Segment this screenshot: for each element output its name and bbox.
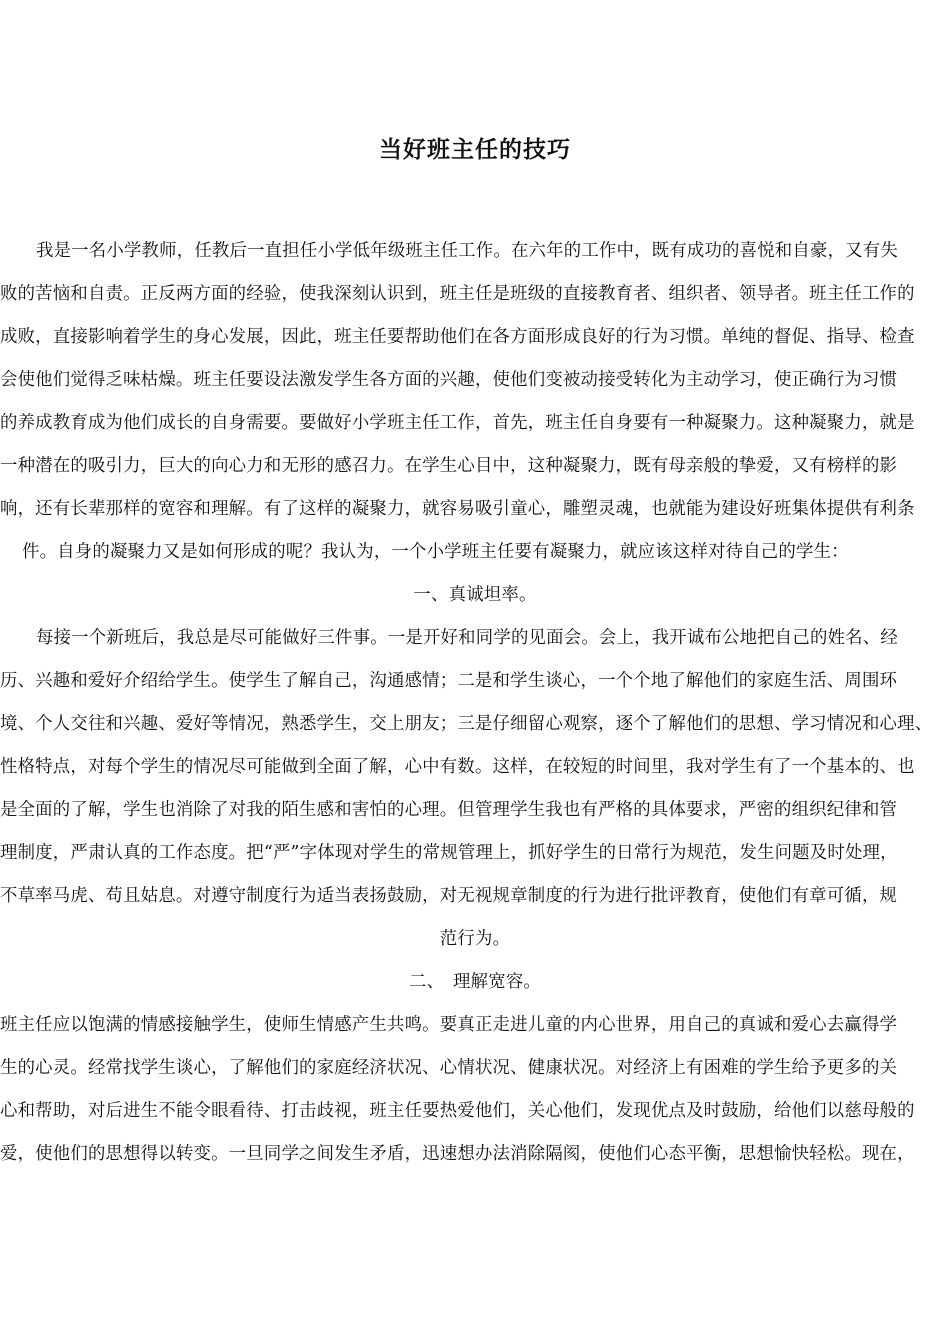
paragraph-line: 境、个人交往和兴趣、爱好等情况，熟悉学生，交上朋友；三是仔细留心观察，逐个了解他们的思想、学习情况和心理、	[0, 714, 933, 734]
paragraph-line: 成败，直接影响着学生的身心发展，因此，班主任要帮助他们在各方面形成良好的行为习惯。单纯的督促、指导、检查	[0, 327, 915, 347]
section-heading-2: 二、 理解宽容。	[408, 972, 542, 992]
paragraph-line: 每接一个新班后，我总是尽可能做好三件事。一是开好和同学的见面会。会上，我开诚布公地把自己的姓名、经	[36, 628, 898, 648]
paragraph-line: 性格特点，对每个学生的情况尽可能做到全面了解，心中有数。这样，在较短的时间里，我对学生有了一个基本的、也	[0, 757, 915, 777]
paragraph-line: 是全面的了解，学生也消除了对我的陌生感和害怕的心理。但管理学生我也有严格的具体要求，严密的组织纪律和管	[0, 800, 898, 820]
paragraph-line: 班主任应以饱满的情感接触学生，使师生情感产生共鸣。要真正走进儿童的内心世界，用自己的真诚和爱心去赢得学	[0, 1015, 898, 1035]
paragraph-line: 响，还有长辈那样的宽容和理解。有了这样的凝聚力，就容易吸引童心，雕塑灵魂，也就能为建设好班集体提供有利条	[0, 499, 915, 519]
paragraph-line: 范行为。	[439, 929, 511, 949]
paragraph-line: 理制度，严肃认真的工作态度。把“严”字体现对学生的常规管理上，抓好学生的日常行为规范，发生问题及时处理，	[0, 843, 898, 863]
paragraph-line: 件。自身的凝聚力又是如何形成的呢？我认为，一个小学班主任要有凝聚力，就应该这样对待自己的学生：	[22, 542, 849, 562]
paragraph-line: 历、兴趣和爱好介绍给学生。使学生了解自己，沟通感情；二是和学生谈心，一个个地了解他们的家庭生活、周围环	[0, 671, 898, 691]
paragraph-line: 败的苦恼和自责。正反两方面的经验，使我深刻认识到，班主任是班级的直接教育者、组织者、领导者。班主任工作的	[0, 284, 915, 304]
paragraph-line: 爱，使他们的思想得以转变。一旦同学之间发生矛盾，迅速想办法消除隔阂，使他们心态平衡，思想愉快轻松。现在，	[0, 1144, 915, 1164]
paragraph-line: 心和帮助，对后进生不能令眼看待、打击歧视，班主任要热爱他们，关心他们，发现优点及时鼓励，给他们以慈母般的	[0, 1101, 915, 1121]
paragraph-line: 一种潜在的吸引力，巨大的向心力和无形的感召力。在学生心目中，这种凝聚力，既有母亲般的挚爱，又有榜样的影	[0, 456, 898, 476]
paragraph-line: 我是一名小学教师，任教后一直担任小学低年级班主任工作。在六年的工作中，既有成功的喜悦和自豪，又有失	[36, 241, 898, 261]
paragraph-line: 会使他们觉得乏味枯燥。班主任要设法激发学生各方面的兴趣，使他们变被动接受转化为主动学习，使正确行为习惯	[0, 370, 898, 390]
paragraph-line: 生的心灵。经常找学生谈心，了解他们的家庭经济状况、心情状况、健康状况。对经济上有困难的学生给予更多的关	[0, 1058, 898, 1078]
paragraph-line: 不草率马虎、苟且姑息。对遵守制度行为适当表扬鼓励，对无视规章制度的行为进行批评教育，使他们有章可循，规	[0, 886, 898, 906]
section-heading-1: 一、真诚坦率。	[413, 585, 537, 605]
document-title: 当好班主任的技巧	[379, 136, 571, 163]
paragraph-line: 的养成教育成为他们成长的自身需要。要做好小学班主任工作，首先，班主任自身要有一种凝聚力。这种凝聚力，就是	[0, 413, 915, 433]
